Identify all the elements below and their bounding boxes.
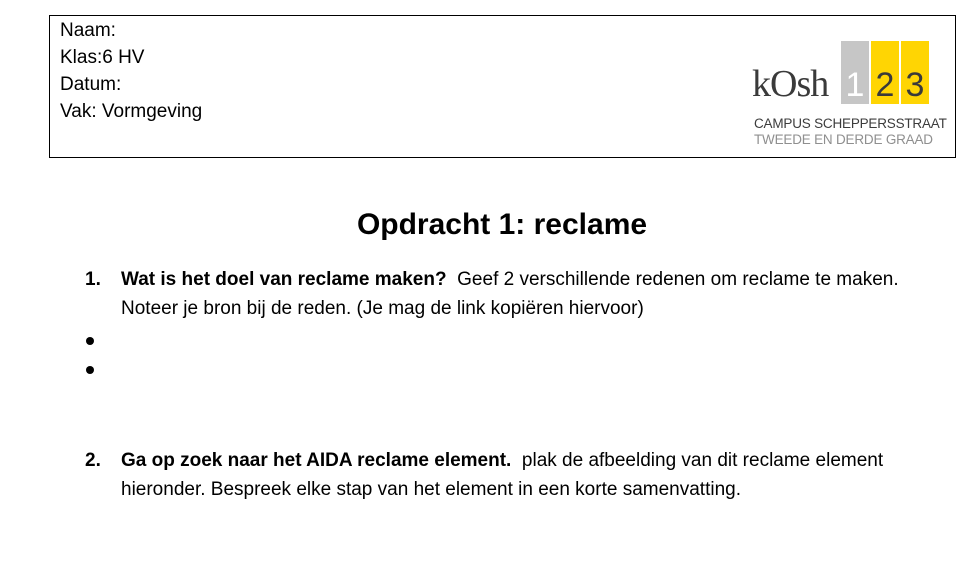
header-box	[49, 15, 956, 158]
question-number: 2.	[85, 450, 101, 471]
class-label: Klas:6 HV	[60, 47, 145, 68]
answer-bullet	[86, 337, 94, 345]
question-body: plak de afbeelding van dit reclame element hieronder. Bespreek elke stap van het element in een korte samenvatting.	[121, 450, 889, 500]
logo-campus-name: CAMPUS SCHEPPERSSTRAAT	[754, 116, 947, 131]
subject-label: Vak: Vormgeving	[60, 101, 203, 122]
school-logo	[752, 41, 952, 151]
question-body: Geef 2 verschillende redenen om reclame te maken. Noteer je bron bij de reden. (Je mag de link kopiëren hiervoor)	[121, 269, 904, 319]
answer-bullet	[86, 366, 94, 374]
question-1	[85, 265, 945, 323]
page-title: Opdracht 1: reclame	[356, 208, 648, 241]
student-info	[60, 17, 202, 125]
question-heading: Wat is het doel van reclame maken?	[121, 269, 447, 290]
name-label: Naam:	[60, 20, 116, 41]
question-number: 1.	[85, 269, 101, 290]
logo-grade-label: TWEEDE EN DERDE GRAAD	[754, 132, 933, 147]
date-label: Datum:	[60, 74, 122, 95]
question-2	[85, 446, 945, 504]
logo-digit-3: 3	[901, 41, 929, 104]
question-text	[121, 446, 945, 504]
logo-wordmark: kOsh	[752, 63, 829, 105]
question-text	[121, 265, 945, 323]
logo-digit-2: 2	[871, 41, 899, 104]
question-heading: Ga op zoek naar het AIDA reclame element.	[121, 450, 512, 471]
logo-digit-1: 1	[841, 41, 869, 104]
